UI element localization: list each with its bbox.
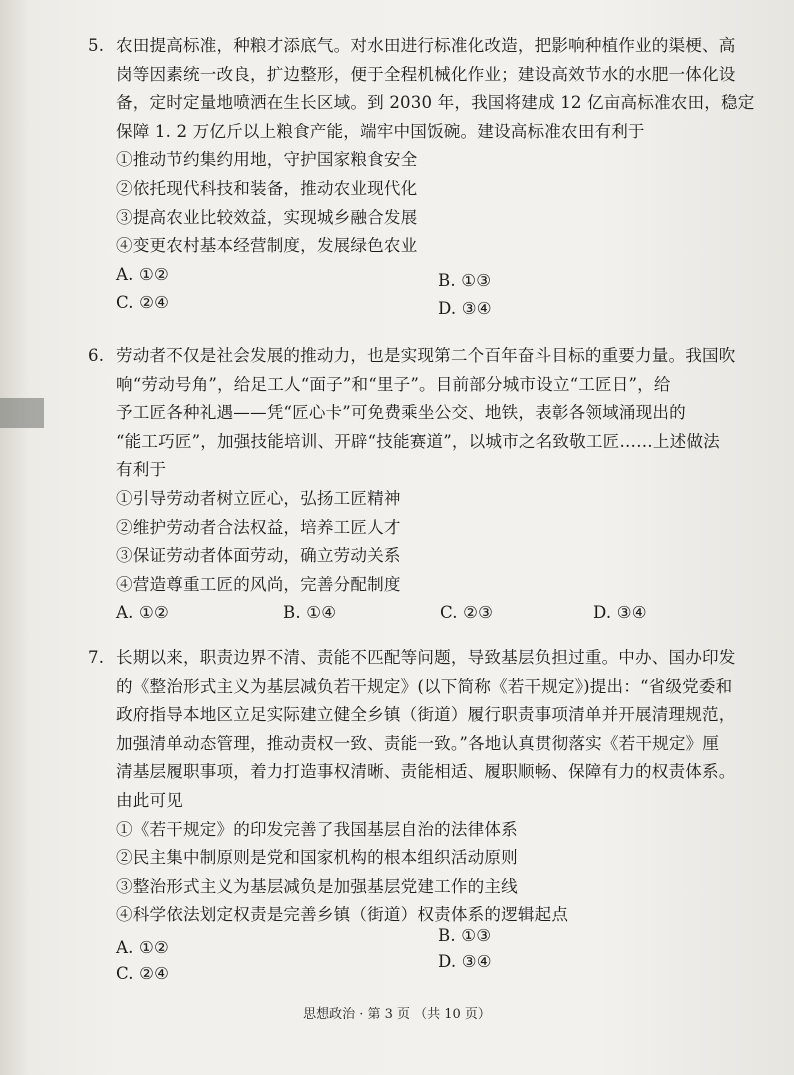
question-number: 5. xyxy=(88,36,105,55)
statement-option: ③整治形式主义为基层减负是加强基层党建工作的主线 xyxy=(116,876,518,896)
question-text-line: 备，定时定量地喷洒在生长区域。到 2030 年，我国将建成 12 亿亩高标准农田，稳定 xyxy=(116,93,755,113)
question-text-line: 政府指导本地区立足实际建立健全乡镇（街道）履行职责事项清单并开展清理规范， xyxy=(116,705,736,725)
statement-option: ①引导劳动者树立匠心，弘扬工匠精神 xyxy=(116,488,401,508)
answer-row xyxy=(88,599,778,629)
answer-row xyxy=(88,261,778,289)
statement-option: ②维护劳动者合法权益，培养工匠人才 xyxy=(116,517,401,537)
question-text-line: 响“劳动号角”，给足工人“面子”和“里子”。目前部分城市设立“工匠日”，给 xyxy=(116,374,671,394)
question-text-line: 的《整治形式主义为基层减负若干规定》(以下简称《若干规定》)提出：“省级党委和 xyxy=(116,676,733,696)
statement-option: ④科学依法划定权责是完善乡镇（街道）权责体系的逻辑起点 xyxy=(116,905,569,925)
question-text-line: 加强清单动态管理，推动责权一致、责能一致。”各地认真贯彻落实《若干规定》厘 xyxy=(116,733,720,753)
question-text-line: 予工匠各种礼遇——凭“匠心卡”可免费乘坐公交、地铁，表彰各领域涌现出的 xyxy=(116,403,686,423)
statement-option: ③提高农业比较效益，实现城乡融合发展 xyxy=(116,207,418,227)
question-text-line: 长期以来，职责边界不清、责能不匹配等问题，导致基层负担过重。中办、国办印发 xyxy=(116,648,736,667)
answer-choice-b: B. ①③ xyxy=(438,270,492,290)
question-number: 7. xyxy=(88,648,105,667)
statement-option: ②依托现代科技和装备，推动农业现代化 xyxy=(116,178,418,198)
answer-row xyxy=(88,925,778,957)
question-text-line: 有利于 xyxy=(116,460,167,480)
answer-choice-c: C. ②③ xyxy=(440,603,494,623)
statement-option: ②民主集中制原则是党和国家机构的根本组织活动原则 xyxy=(116,848,518,868)
answer-choice-b: B. ①④ xyxy=(283,603,337,623)
statement-option: ③保证劳动者体面劳动，确立劳动关系 xyxy=(116,546,401,566)
statement-option: ④变更农村基本经营制度，发展绿色农业 xyxy=(116,236,418,256)
question-text-line: 岗等因素统一改良，扩边整形，便于全程机械化作业；建设高效节水的水肥一体化设 xyxy=(116,64,736,84)
answer-choice-a: A. ①② xyxy=(116,603,170,623)
statement-option: ①《若干规定》的印发完善了我国基层自治的法律体系 xyxy=(116,819,518,839)
question-text-line: 农田提高标准，种粮才添底气。对水田进行标准化改造，把影响种植作业的渠梗、高 xyxy=(116,36,736,55)
question-number: 6. xyxy=(88,346,105,365)
statement-option: ①推动节约集约用地，守护国家粮食安全 xyxy=(116,150,418,170)
answer-choice-c: C. ②④ xyxy=(116,292,170,312)
question-text-line: “能工巧匠”，加强技能培训、开辟“技能赛道”，以城市之名致敬工匠……上述做法 xyxy=(116,431,720,451)
question-5 xyxy=(88,32,778,317)
question-text-line: 由此可见 xyxy=(116,790,183,810)
question-text-line: 清基层履职事项，着力打造事权清晰、责能相适、履职顺畅、保障有力的权责体系。 xyxy=(116,762,736,782)
question-text-line: 保障 1. 2 万亿斤以上粮食产能，端牢中国饭碗。建设高标准农田有利于 xyxy=(116,121,645,141)
question-7 xyxy=(88,644,778,982)
answer-choice-a: A. ①② xyxy=(116,937,170,957)
answer-row xyxy=(88,951,778,983)
answer-choice-d: D. ③④ xyxy=(438,951,492,971)
page-edge-shadow xyxy=(0,398,44,428)
answer-choice-b: B. ①③ xyxy=(438,925,492,945)
answer-choice-a: A. ①② xyxy=(116,264,170,284)
answer-row xyxy=(88,289,778,317)
statement-option: ④营造尊重工匠的风尚，完善分配制度 xyxy=(116,574,401,594)
answer-choice-d: D. ③④ xyxy=(593,603,647,623)
page-footer: 思想政治 · 第 3 页 （共 10 页） xyxy=(303,1007,491,1022)
question-6 xyxy=(88,342,778,629)
question-text-line: 劳动者不仅是社会发展的推动力，也是实现第二个百年奋斗目标的重要力量。我国吹 xyxy=(116,346,736,365)
answer-choice-d: D. ③④ xyxy=(438,298,492,318)
answer-choice-c: C. ②④ xyxy=(116,963,170,983)
